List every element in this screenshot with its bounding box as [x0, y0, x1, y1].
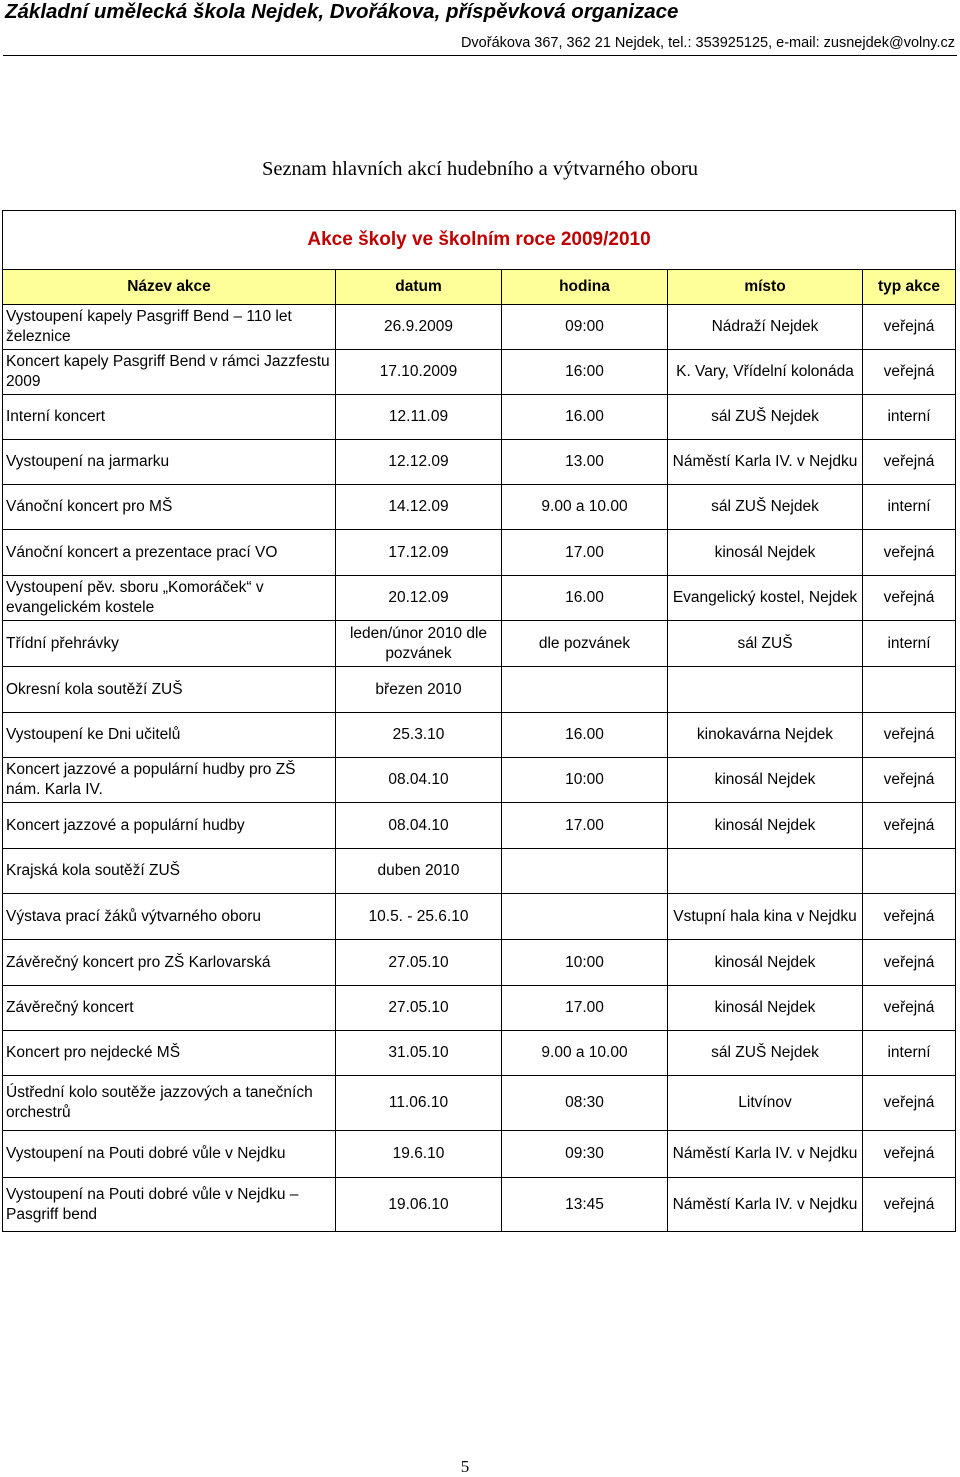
event-date: 17.10.2009	[336, 350, 502, 395]
event-name: Vystoupení pěv. sboru „Komoráček“ v evangelickém kostele	[3, 576, 336, 621]
event-date: 26.9.2009	[336, 305, 502, 350]
event-time: 13.00	[502, 440, 668, 485]
event-time: 16:00	[502, 350, 668, 395]
event-place: Vstupní hala kina v Nejdku	[668, 894, 863, 940]
event-place: kinosál Nejdek	[668, 758, 863, 803]
event-time: 09:30	[502, 1131, 668, 1178]
event-place	[668, 849, 863, 894]
event-time: 17.00	[502, 530, 668, 576]
event-type: interní	[863, 485, 956, 530]
event-name: Krajská kola soutěží ZUŠ	[3, 849, 336, 894]
column-header-place: místo	[668, 270, 863, 305]
event-type	[863, 849, 956, 894]
table-row	[3, 667, 956, 713]
event-name: Závěrečný koncert	[3, 986, 336, 1031]
event-name: Vystoupení ke Dni učitelů	[3, 713, 336, 758]
event-place: kinosál Nejdek	[668, 803, 863, 849]
event-time: 16.00	[502, 713, 668, 758]
event-time: 9.00 a 10.00	[502, 485, 668, 530]
event-date: 11.06.10	[336, 1076, 502, 1131]
event-name: Vystoupení na jarmarku	[3, 440, 336, 485]
event-name: Výstava prací žáků výtvarného oboru	[3, 894, 336, 940]
event-date: 31.05.10	[336, 1031, 502, 1076]
event-name: Závěrečný koncert pro ZŠ Karlovarská	[3, 940, 336, 986]
event-type: veřejná	[863, 305, 956, 350]
events-table	[2, 210, 956, 1232]
table-row	[3, 621, 956, 667]
event-date: 12.11.09	[336, 395, 502, 440]
column-header-time: hodina	[502, 270, 668, 305]
table-row	[3, 849, 956, 894]
event-time: 16.00	[502, 395, 668, 440]
table-row	[3, 305, 956, 350]
table-row	[3, 440, 956, 485]
header-row	[3, 270, 956, 305]
event-time: 17.00	[502, 986, 668, 1031]
event-name: Vánoční koncert a prezentace prací VO	[3, 530, 336, 576]
table-row	[3, 940, 956, 986]
column-header-date: datum	[336, 270, 502, 305]
table-row	[3, 894, 956, 940]
event-place: kinokavárna Nejdek	[668, 713, 863, 758]
event-place: Nádraží Nejdek	[668, 305, 863, 350]
event-place: K. Vary, Vřídelní kolonáda	[668, 350, 863, 395]
event-time: 9.00 a 10.00	[502, 1031, 668, 1076]
event-time	[502, 849, 668, 894]
event-type: veřejná	[863, 350, 956, 395]
event-place: Náměstí Karla IV. v Nejdku	[668, 440, 863, 485]
banner-row	[3, 211, 956, 270]
event-date: 08.04.10	[336, 803, 502, 849]
event-type: veřejná	[863, 530, 956, 576]
event-place: sál ZUŠ Nejdek	[668, 485, 863, 530]
school-address: Dvořákova 367, 362 21 Nejdek, tel.: 353925125, e-mail: zusnejdek@volny.cz	[460, 35, 955, 51]
school-name: Základní umělecká škola Nejdek, Dvořákova, příspěvková organizace	[5, 0, 679, 23]
event-time: 13:45	[502, 1178, 668, 1232]
table-row	[3, 350, 956, 395]
event-date: 20.12.09	[336, 576, 502, 621]
event-time: 17.00	[502, 803, 668, 849]
event-time: 16.00	[502, 576, 668, 621]
event-name: Vánoční koncert pro MŠ	[3, 485, 336, 530]
event-date: leden/únor 2010 dle pozvánek	[336, 621, 502, 667]
event-name: Vystoupení kapely Pasgriff Bend – 110 let železnice	[3, 305, 336, 350]
event-time	[502, 667, 668, 713]
event-place: sál ZUŠ Nejdek	[668, 1031, 863, 1076]
header-divider	[3, 55, 957, 56]
event-type: veřejná	[863, 758, 956, 803]
event-place: Náměstí Karla IV. v Nejdku	[668, 1131, 863, 1178]
table-row	[3, 986, 956, 1031]
event-place	[668, 667, 863, 713]
event-type: veřejná	[863, 940, 956, 986]
table-row	[3, 530, 956, 576]
table-banner: Akce školy ve školním roce 2009/2010	[3, 211, 956, 270]
event-type: veřejná	[863, 713, 956, 758]
event-name: Vystoupení na Pouti dobré vůle v Nejdku	[3, 1131, 336, 1178]
event-place: kinosál Nejdek	[668, 940, 863, 986]
table-row	[3, 758, 956, 803]
table-row	[3, 713, 956, 758]
event-type: interní	[863, 395, 956, 440]
event-place: Náměstí Karla IV. v Nejdku	[668, 1178, 863, 1232]
event-name: Interní koncert	[3, 395, 336, 440]
event-place: sál ZUŠ Nejdek	[668, 395, 863, 440]
column-header-name: Název akce	[3, 270, 336, 305]
event-date: 08.04.10	[336, 758, 502, 803]
event-time: 10:00	[502, 940, 668, 986]
event-time: 09:00	[502, 305, 668, 350]
event-name: Třídní přehrávky	[3, 621, 336, 667]
event-place: Litvínov	[668, 1076, 863, 1131]
event-time: 08:30	[502, 1076, 668, 1131]
event-name: Ústřední kolo soutěže jazzových a tanečních orchestrů	[3, 1076, 336, 1131]
event-date: 17.12.09	[336, 530, 502, 576]
event-type: veřejná	[863, 576, 956, 621]
event-time	[502, 894, 668, 940]
table-row	[3, 395, 956, 440]
event-type: veřejná	[863, 1131, 956, 1178]
table-row	[3, 485, 956, 530]
event-name: Koncert jazzové a populární hudby	[3, 803, 336, 849]
event-type: interní	[863, 1031, 956, 1076]
event-date: 10.5. - 25.6.10	[336, 894, 502, 940]
event-place: kinosál Nejdek	[668, 530, 863, 576]
event-date: 14.12.09	[336, 485, 502, 530]
event-date: 19.06.10	[336, 1178, 502, 1232]
table-row	[3, 576, 956, 621]
event-date: 12.12.09	[336, 440, 502, 485]
event-type: veřejná	[863, 1076, 956, 1131]
table-row	[3, 1031, 956, 1076]
table-row	[3, 803, 956, 849]
event-type: interní	[863, 621, 956, 667]
event-date: 27.05.10	[336, 986, 502, 1031]
event-name: Vystoupení na Pouti dobré vůle v Nejdku – Pasgriff bend	[3, 1178, 336, 1232]
event-type: veřejná	[863, 986, 956, 1031]
event-time: dle pozvánek	[502, 621, 668, 667]
event-type: veřejná	[863, 803, 956, 849]
event-date: duben 2010	[336, 849, 502, 894]
event-type: veřejná	[863, 1178, 956, 1232]
event-type	[863, 667, 956, 713]
event-place: kinosál Nejdek	[668, 986, 863, 1031]
table-row	[3, 1131, 956, 1178]
event-type: veřejná	[863, 440, 956, 485]
event-name: Koncert pro nejdecké MŠ	[3, 1031, 336, 1076]
column-header-type: typ akce	[863, 270, 956, 305]
table-row	[3, 1076, 956, 1131]
event-date: 27.05.10	[336, 940, 502, 986]
event-date: 25.3.10	[336, 713, 502, 758]
event-date: 19.6.10	[336, 1131, 502, 1178]
event-date: březen 2010	[336, 667, 502, 713]
event-name: Okresní kola soutěží ZUŠ	[3, 667, 336, 713]
document-title: Seznam hlavních akcí hudebního a výtvarného oboru	[261, 158, 699, 180]
event-name: Koncert jazzové a populární hudby pro ZŠ nám. Karla IV.	[3, 758, 336, 803]
page-number: 5	[460, 1457, 470, 1476]
table-row	[3, 1178, 956, 1232]
event-type: veřejná	[863, 894, 956, 940]
event-place: sál ZUŠ	[668, 621, 863, 667]
event-place: Evangelický kostel, Nejdek	[668, 576, 863, 621]
event-name: Koncert kapely Pasgriff Bend v rámci Jazzfestu 2009	[3, 350, 336, 395]
event-time: 10:00	[502, 758, 668, 803]
